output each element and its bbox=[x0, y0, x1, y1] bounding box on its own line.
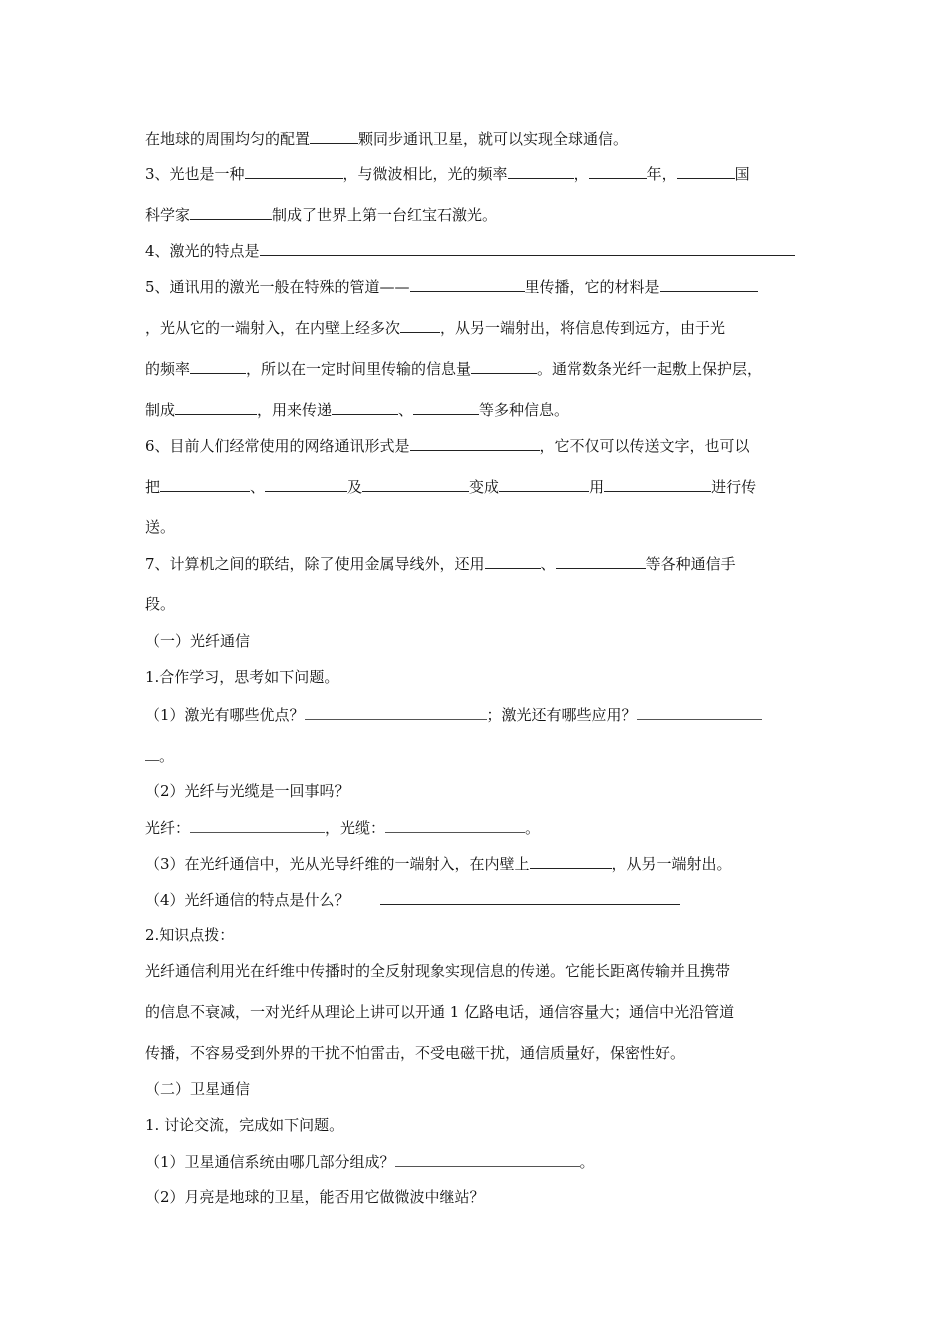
text: 等多种信息。 bbox=[479, 401, 570, 419]
text: 3、光也是一种 bbox=[145, 165, 245, 183]
text: 。通常数条光纤一起敷上保护层， bbox=[537, 360, 763, 378]
fill-blank[interactable] bbox=[175, 399, 257, 415]
text-line bbox=[145, 128, 628, 149]
text-line bbox=[145, 204, 497, 225]
fill-blank[interactable] bbox=[190, 817, 325, 833]
text: 在地球的周围均匀的配置 bbox=[145, 130, 311, 148]
text: ，所以在一定时间里传输的信息量 bbox=[246, 360, 472, 378]
text-line bbox=[145, 925, 234, 945]
text: 、 bbox=[398, 401, 414, 419]
text: （1）激光有哪些优点？ bbox=[145, 706, 305, 724]
text: 2.知识点拨： bbox=[145, 926, 235, 944]
text-line bbox=[145, 553, 736, 574]
text: 、 bbox=[540, 555, 556, 573]
fill-blank[interactable] bbox=[380, 889, 680, 905]
section-heading bbox=[145, 631, 250, 651]
text: 年， bbox=[646, 165, 677, 183]
fill-blank[interactable] bbox=[556, 553, 646, 569]
text: 段。 bbox=[145, 595, 176, 613]
text: 制成 bbox=[145, 401, 176, 419]
fill-blank[interactable] bbox=[265, 476, 347, 492]
text-line bbox=[145, 517, 175, 537]
text: （1）卫星通信系统由哪几部分组成？ bbox=[145, 1153, 395, 1171]
text: ，与微波相比，光的频率 bbox=[342, 165, 508, 183]
text: （3）在光纤通信中，光从光导纤维的一端射入，在内壁上 bbox=[145, 855, 530, 873]
fill-blank[interactable] bbox=[400, 317, 440, 333]
fill-blank[interactable] bbox=[385, 817, 525, 833]
fill-blank[interactable] bbox=[471, 358, 537, 374]
fill-blank[interactable] bbox=[677, 163, 735, 179]
text: 颗同步通讯卫星，就可以实现全球通信。 bbox=[358, 130, 629, 148]
text-line bbox=[145, 276, 758, 297]
fill-blank[interactable] bbox=[305, 704, 487, 720]
text-line bbox=[145, 1187, 485, 1207]
text: 4、激光的特点是 bbox=[145, 242, 260, 260]
text: 光纤： bbox=[145, 819, 191, 837]
text: 7、计算机之间的联结，除了使用金属导线外，还用 bbox=[145, 555, 485, 573]
fill-blank[interactable] bbox=[332, 399, 398, 415]
fill-blank[interactable] bbox=[485, 553, 541, 569]
text: 把 bbox=[145, 478, 161, 496]
fill-blank[interactable] bbox=[245, 163, 343, 179]
fill-blank[interactable] bbox=[413, 399, 479, 415]
text: （一）光纤通信 bbox=[145, 632, 251, 650]
fill-blank[interactable] bbox=[508, 163, 574, 179]
fill-blank[interactable] bbox=[660, 276, 758, 292]
text: ，光从它的一端射入，在内壁上经多次 bbox=[145, 319, 401, 337]
fill-blank[interactable] bbox=[190, 358, 246, 374]
text: 传播，不容易受到外界的干扰不怕雷击，不受电磁干扰，通信质量好，保密性好。 bbox=[145, 1044, 686, 1062]
fill-blank[interactable] bbox=[604, 476, 711, 492]
text: 、 bbox=[250, 478, 266, 496]
text-line bbox=[145, 745, 174, 766]
text: （2）月亮是地球的卫星，能否用它做微波中继站？ bbox=[145, 1188, 485, 1206]
text: 变成 bbox=[469, 478, 500, 496]
fill-blank[interactable] bbox=[395, 1151, 580, 1167]
fill-blank[interactable] bbox=[362, 476, 469, 492]
text-line bbox=[145, 961, 730, 981]
text: 里传播，它的材料是 bbox=[524, 278, 660, 296]
text: 。 bbox=[579, 1153, 595, 1171]
text: 的信息不衰减，一对光纤从理论上讲可以开通 1 亿路电话，通信容量大；通信中光沿管道 bbox=[145, 1003, 735, 1021]
text-line bbox=[145, 781, 350, 801]
text: 国 bbox=[734, 165, 750, 183]
text: 送。 bbox=[145, 518, 176, 536]
text-line bbox=[145, 667, 339, 687]
section-heading bbox=[145, 1079, 250, 1099]
text: ，从另一端射出。 bbox=[611, 855, 732, 873]
text: 进行传 bbox=[711, 478, 757, 496]
text: （二）卫星通信 bbox=[145, 1080, 251, 1098]
fill-blank[interactable] bbox=[410, 435, 540, 451]
text: ；激光还有哪些应用？ bbox=[486, 706, 637, 724]
fill-blank[interactable] bbox=[260, 240, 795, 256]
fill-blank[interactable] bbox=[190, 204, 272, 220]
text: ， bbox=[573, 165, 589, 183]
text-line bbox=[145, 163, 750, 184]
text: ，从另一端射出，将信息传到远方，由于光 bbox=[440, 319, 726, 337]
text: 1. 讨论交流，完成如下问题。 bbox=[145, 1116, 345, 1134]
fill-blank[interactable] bbox=[310, 128, 358, 144]
text: ，光缆： bbox=[325, 819, 386, 837]
text-line bbox=[145, 435, 750, 456]
text: 的频率 bbox=[145, 360, 191, 378]
text-line bbox=[145, 358, 762, 379]
text: 用 bbox=[589, 478, 605, 496]
text-line bbox=[145, 594, 175, 614]
text: 1.合作学习，思考如下问题。 bbox=[145, 668, 340, 686]
text-line bbox=[145, 317, 725, 338]
text: 等各种通信手 bbox=[645, 555, 736, 573]
fill-blank[interactable] bbox=[160, 476, 250, 492]
text: （2）光纤与光缆是一回事吗？ bbox=[145, 782, 350, 800]
fill-blank[interactable] bbox=[145, 745, 159, 761]
text-line bbox=[145, 889, 680, 910]
text: 5、通讯用的激光一般在特殊的管道—— bbox=[145, 278, 410, 296]
text: 及 bbox=[347, 478, 363, 496]
text-line bbox=[145, 704, 762, 725]
text: 制成了世界上第一台红宝石激光。 bbox=[272, 206, 498, 224]
fill-blank[interactable] bbox=[637, 704, 762, 720]
text-line bbox=[145, 1151, 595, 1172]
text: ，用来传递 bbox=[257, 401, 333, 419]
text: 。 bbox=[525, 819, 541, 837]
text: 科学家 bbox=[145, 206, 191, 224]
text: （4）光纤通信的特点是什么？ bbox=[145, 891, 350, 909]
text-line bbox=[145, 1115, 344, 1135]
text-line bbox=[145, 1043, 685, 1063]
text: 光纤通信利用光在纤维中传播时的全反射现象实现信息的传递。它能长距离传输并且携带 bbox=[145, 962, 731, 980]
text-line bbox=[145, 476, 756, 497]
text-line bbox=[145, 399, 569, 420]
text-line bbox=[145, 1002, 734, 1022]
text-line bbox=[145, 817, 540, 838]
text: 。 bbox=[159, 747, 175, 765]
fill-blank[interactable] bbox=[589, 163, 647, 179]
text: 6、目前人们经常使用的网络通讯形式是 bbox=[145, 437, 410, 455]
text-line bbox=[145, 240, 795, 261]
text-line bbox=[145, 853, 732, 874]
text: ，它不仅可以传送文字，也可以 bbox=[539, 437, 750, 455]
fill-blank[interactable] bbox=[410, 276, 525, 292]
fill-blank[interactable] bbox=[530, 853, 612, 869]
fill-blank[interactable] bbox=[499, 476, 589, 492]
